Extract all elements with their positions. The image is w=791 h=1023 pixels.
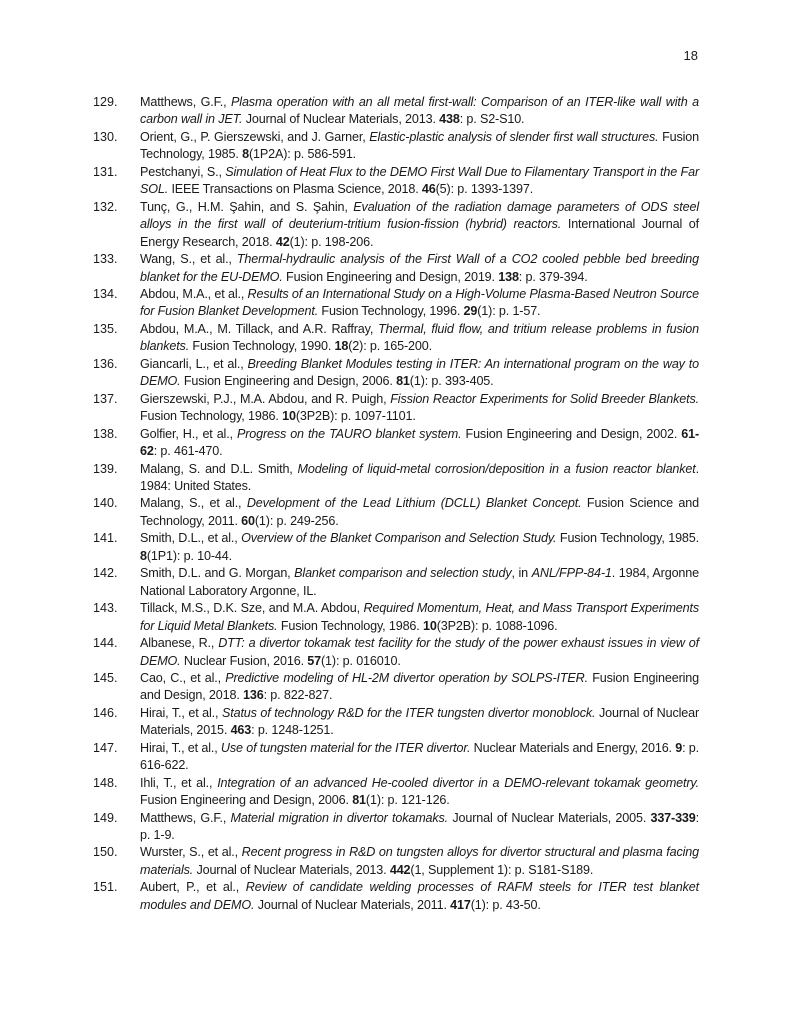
reference-text	[140, 600, 699, 635]
reference-number: 149.	[93, 810, 118, 825]
reference-item	[93, 635, 699, 670]
reference-text	[140, 164, 699, 199]
reference-text	[140, 635, 699, 670]
reference-segment: Fusion Technology, 1986.	[140, 409, 283, 424]
reference-text	[140, 740, 699, 775]
reference-item	[93, 740, 699, 775]
reference-number: 142.	[93, 566, 118, 581]
reference-title: Integration of an advanced He-cooled divertor in a DEMO-relevant tokamak geometry.	[217, 775, 699, 790]
reference-segment: Hirai, T., et al.,	[140, 705, 222, 720]
reference-segment: Aubert, P., et al.,	[140, 880, 246, 895]
reference-item	[93, 164, 699, 199]
reference-title: Predictive modeling of HL-2M divertor operation by SOLPS-ITER.	[225, 670, 588, 685]
reference-item	[93, 356, 699, 391]
reference-volume: 438	[439, 112, 460, 127]
reference-item	[93, 426, 699, 461]
reference-text	[140, 879, 699, 914]
reference-segment: Fusion Technology, 1985.	[140, 129, 700, 162]
reference-item	[93, 879, 699, 914]
reference-volume: 9	[675, 740, 683, 755]
reference-number: 141.	[93, 531, 118, 546]
page-number: 18	[683, 48, 698, 63]
reference-segment: Matthews, G.F.,	[140, 810, 231, 825]
reference-segment: Nuclear Fusion, 2016.	[180, 653, 308, 668]
reference-volume: 463	[230, 723, 252, 738]
reference-text	[140, 391, 699, 426]
reference-number: 150.	[93, 845, 118, 860]
reference-title: Results of an International Study on a High-Volume Plasma-Based Neutron Source for Fusion Blanket Development.	[140, 286, 700, 319]
reference-title: Overview of the Blanket Comparison and Selection Study.	[241, 531, 557, 546]
reference-item	[93, 286, 699, 321]
reference-volume: 29	[463, 304, 478, 319]
reference-segment: Smith, D.L. and G. Morgan,	[140, 566, 295, 581]
reference-title: Breeding Blanket Modules testing in ITER: An international program on the way to DEMO.	[140, 356, 699, 389]
reference-number: 135.	[93, 321, 118, 336]
reference-text	[140, 775, 699, 810]
reference-segment: Pestchanyi, S.,	[140, 164, 226, 179]
reference-segment: . 1984, Argonne National Laboratory Argonne, IL.	[140, 566, 699, 598]
reference-segment: Fusion Science and Technology, 2011.	[140, 496, 699, 528]
reference-segment: : p. 461-470.	[153, 444, 223, 459]
reference-segment: Smith, D.L., et al.,	[140, 531, 242, 546]
reference-segment: IEEE Transactions on Plasma Science, 2018.	[168, 182, 422, 197]
reference-segment: Journal of Nuclear Materials, 2013.	[242, 112, 440, 127]
reference-number: 136.	[93, 356, 118, 371]
reference-number: 145.	[93, 670, 118, 685]
reference-segment: : p. 379-394.	[518, 269, 588, 284]
reference-text	[140, 565, 699, 600]
reference-title: Fission Reactor Experiments for Solid Breeder Blankets.	[390, 391, 699, 406]
reference-volume: 60	[241, 513, 255, 528]
reference-segment: Malang, S. and D.L. Smith,	[140, 461, 298, 476]
reference-segment: (1): p. 43-50.	[470, 897, 541, 912]
reference-text	[140, 251, 699, 286]
reference-segment: (5): p. 1393-1397.	[435, 182, 534, 197]
reference-volume: 10	[282, 409, 296, 424]
reference-volume: 46	[421, 182, 436, 197]
reference-segment: Wang, S., et al.,	[140, 252, 237, 267]
reference-segment: Fusion Technology, 1985.	[556, 531, 699, 546]
reference-title: Modeling of liquid-metal corrosion/deposition in a fusion reactor blanket	[297, 461, 696, 476]
reference-item	[93, 530, 699, 565]
reference-segment: International Journal of Energy Research, 2018.	[140, 217, 699, 249]
reference-volume: 8	[242, 147, 249, 162]
reference-item	[93, 775, 699, 810]
reference-volume: 417	[450, 897, 471, 912]
reference-segment: Fusion Technology, 1996.	[318, 304, 464, 319]
reference-volume: 81	[396, 374, 410, 389]
reference-volume: 442	[389, 862, 411, 877]
reference-title: Material migration in divertor tokamaks.	[230, 810, 449, 825]
reference-title: Plasma operation with an all metal first-wall: Comparison of an ITER-like wall with a carbon wall in JET.	[140, 95, 699, 127]
reference-item	[93, 129, 699, 164]
reference-volume: 42	[275, 234, 290, 249]
reference-title: Thermal-hydraulic analysis of the First Wall of a CO2 cooled pebble bed breeding blanket for the EU-DEMO.	[140, 252, 699, 284]
reference-segment: : p. 1-9.	[140, 810, 699, 843]
reference-number: 131.	[93, 164, 118, 179]
reference-segment: Journal of Nuclear Materials, 2005.	[448, 810, 651, 825]
reference-text	[140, 94, 699, 129]
reference-segment: Journal of Nuclear Materials, 2013.	[193, 862, 390, 877]
reference-text	[140, 426, 699, 461]
reference-segment: Journal of Nuclear Materials, 2015.	[140, 705, 700, 738]
reference-title: Development of the Lead Lithium (DCLL) Blanket Concept.	[246, 496, 582, 511]
reference-number: 134.	[93, 286, 118, 301]
reference-title: DTT: a divertor tokamak test facility for the study of the power exhaust issues in view of DEMO.	[140, 636, 699, 668]
reference-segment: (1): p. 016010.	[321, 653, 401, 668]
reference-number: 138.	[93, 426, 118, 441]
reference-segment: Fusion Engineering and Design, 2002.	[461, 426, 682, 441]
reference-number: 133.	[93, 252, 118, 267]
reference-title: Progress on the TAURO blanket system.	[236, 426, 462, 441]
reference-text	[140, 705, 699, 740]
reference-number: 151.	[93, 880, 118, 895]
reference-number: 147.	[93, 740, 118, 755]
reference-segment: Ihli, T., et al.,	[140, 775, 218, 790]
reference-item	[93, 705, 699, 740]
reference-text	[140, 530, 699, 565]
reference-volume: 61-62	[140, 426, 699, 459]
reference-item	[93, 321, 699, 356]
reference-text	[140, 670, 699, 705]
reference-segment: Gierszewski, P.J., M.A. Abdou, and R. Puigh,	[140, 391, 391, 406]
reference-text	[140, 129, 699, 164]
reference-title: Elastic-plastic analysis of slender first wall structures.	[369, 129, 659, 144]
reference-number: 137.	[93, 391, 118, 406]
reference-segment: : p. 616-622.	[140, 740, 700, 773]
reference-item	[93, 810, 699, 845]
reference-item	[93, 94, 699, 129]
reference-title: Thermal, fluid flow, and tritium release problems in fusion blankets.	[140, 321, 699, 354]
reference-segment: Abdou, M.A., et al.,	[140, 286, 248, 301]
reference-segment: Fusion Engineering and Design, 2018.	[140, 670, 699, 703]
reference-segment: Fusion Technology, 1986.	[277, 618, 423, 633]
reference-title: Simulation of Heat Flux to the DEMO First Wall Due to Filamentary Transport in the Far SOL.	[140, 164, 699, 197]
reference-title: Recent progress in R&D on tungsten alloys for divertor structural and plasma facing materials.	[140, 845, 699, 877]
reference-segment: (1P2A): p. 586-591.	[248, 147, 357, 162]
reference-item	[93, 199, 699, 251]
reference-volume: 138	[498, 269, 519, 284]
reference-title: Use of tungsten material for the ITER divertor.	[220, 740, 471, 755]
reference-item	[93, 600, 699, 635]
reference-segment: Wurster, S., et al.,	[140, 845, 242, 860]
reference-segment: (2): p. 165-200.	[348, 339, 432, 354]
reference-volume: 57	[307, 653, 322, 668]
reference-number: 130.	[93, 129, 118, 144]
reference-segment: Matthews, G.F.,	[140, 95, 232, 109]
reference-segment: Nuclear Materials and Energy, 2016.	[470, 740, 676, 755]
reference-segment: (1): p. 393-405.	[409, 374, 494, 389]
reference-text	[140, 495, 699, 530]
reference-title: Review of candidate welding processes of RAFM steels for ITER test blanket modules and DEMO.	[140, 880, 700, 912]
reference-segment: Cao, C., et al.,	[140, 670, 226, 685]
reference-text	[140, 461, 699, 496]
reference-volume: 136	[243, 688, 264, 703]
reference-segment: (3P2B): p. 1097-1101.	[295, 409, 416, 424]
reference-item	[93, 251, 699, 286]
reference-segment: Orient, G., P. Gierszewski, and J. Garner,	[140, 129, 370, 144]
reference-number: 132.	[93, 199, 118, 214]
reference-number: 129.	[93, 95, 118, 109]
reference-segment: (3P2B): p. 1088-1096.	[436, 618, 558, 633]
reference-segment: Journal of Nuclear Materials, 2011.	[254, 897, 451, 912]
reference-title: ANL/FPP-84-1	[531, 566, 612, 581]
reference-segment: Fusion Engineering and Design, 2006.	[180, 374, 397, 389]
reference-segment: : p. S2-S10.	[459, 112, 525, 127]
reference-volume: 337-339	[650, 810, 696, 825]
reference-title: Required Momentum, Heat, and Mass Transport Experiments for Liquid Metal Blankets.	[140, 601, 699, 633]
reference-segment: (1): p. 1-57.	[477, 304, 541, 319]
reference-item	[93, 461, 699, 496]
reference-segment: , in	[511, 566, 532, 581]
reference-list	[93, 94, 699, 914]
reference-number: 148.	[93, 775, 118, 790]
reference-item	[93, 391, 699, 426]
reference-segment: (1): p. 198-206.	[289, 234, 374, 249]
reference-text	[140, 810, 699, 845]
reference-title: Evaluation of the radiation damage parameters of ODS steel alloys in the first wall of deuterium-tritium fusion-fission (hybrid) reactors.	[140, 199, 699, 232]
reference-text	[140, 199, 699, 251]
reference-segment: (1): p. 121-126.	[365, 793, 450, 808]
reference-segment: Giancarli, L., et al.,	[140, 356, 248, 371]
reference-volume: 18	[334, 339, 349, 354]
reference-title: Status of technology R&D for the ITER tungsten divertor monoblock.	[222, 705, 596, 720]
reference-segment: Tunç, G., H.M. Şahin, and S. Şahin,	[140, 199, 354, 214]
reference-volume: 10	[422, 618, 437, 633]
reference-number: 143.	[93, 601, 118, 616]
reference-segment: (1, Supplement 1): p. S181-S189.	[410, 862, 594, 877]
reference-segment: Hirai, T., et al.,	[140, 740, 221, 755]
reference-item	[93, 670, 699, 705]
reference-number: 139.	[93, 461, 118, 476]
reference-title: Blanket comparison and selection study	[294, 566, 512, 581]
reference-segment: (1): p. 249-256.	[254, 513, 339, 528]
reference-number: 144.	[93, 636, 118, 651]
reference-text	[140, 356, 699, 391]
reference-number: 140.	[93, 496, 118, 511]
reference-item	[93, 495, 699, 530]
reference-item	[93, 565, 699, 600]
reference-segment: Fusion Technology, 1990.	[189, 339, 335, 354]
reference-segment: Tillack, M.S., D.K. Sze, and M.A. Abdou,	[140, 601, 364, 616]
reference-segment: (1P1): p. 10-44.	[146, 548, 232, 563]
reference-text	[140, 321, 699, 356]
reference-volume: 81	[352, 793, 366, 808]
reference-segment: Golfier, H., et al.,	[140, 426, 237, 441]
reference-item	[93, 844, 699, 879]
reference-number: 146.	[93, 705, 118, 720]
reference-segment: Malang, S., et al.,	[140, 496, 247, 511]
reference-segment: Abdou, M.A., M. Tillack, and A.R. Raffray,	[140, 321, 379, 336]
reference-text	[140, 844, 699, 879]
reference-segment: Albanese, R.,	[140, 636, 219, 651]
reference-segment: Fusion Engineering and Design, 2019.	[282, 269, 499, 284]
reference-volume: 8	[140, 548, 147, 563]
reference-segment: : p. 822-827.	[263, 688, 333, 703]
reference-segment: Fusion Engineering and Design, 2006.	[140, 793, 353, 808]
reference-segment: . 1984: United States.	[140, 461, 699, 493]
reference-segment: : p. 1248-1251.	[251, 723, 334, 738]
reference-text	[140, 286, 699, 321]
